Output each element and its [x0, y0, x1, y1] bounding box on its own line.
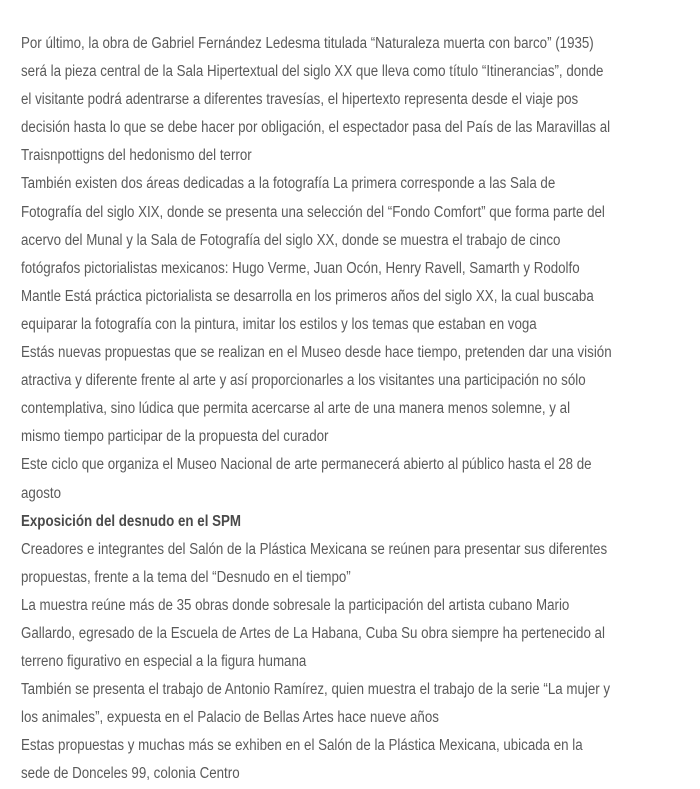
text-line: Traisnpottigns del hedonismo del terror	[21, 147, 252, 165]
article-body	[21, 30, 700, 789]
paragraph-gabriel-fernandez-ledesma	[21, 30, 700, 170]
text-line: decisión hasta lo que se debe hacer por obligación, el espectador pasa del País de las Maravillas al	[21, 119, 611, 137]
text-line: Gallardo, egresado de la Escuela de Artes de La Habana, Cuba Su obra siempre ha pertenecido al	[21, 624, 605, 642]
text-line: contemplativa, sino lúdica que permita acercarse al arte de una manera menos solemne, y al	[21, 400, 571, 418]
text-line: propuestas, frente a la tema del “Desnudo en el tiempo”	[21, 568, 351, 586]
section-heading	[21, 508, 700, 536]
text-line: Estas propuestas y muchas más se exhiben en el Salón de la Plástica Mexicana, ubicada en la	[21, 737, 583, 755]
paragraph-ciclo-munal	[21, 451, 700, 507]
text-line: sede de Donceles 99, colonia Centro	[21, 765, 240, 783]
text-line: Mantle Está práctica pictorialista se desarrolla en los primeros años del siglo XX, la cual buscaba	[21, 287, 594, 305]
text-line: También existen dos áreas dedicadas a la fotografía La primera corresponde a las Sala de	[21, 175, 556, 193]
text-line: será la pieza central de la Sala Hipertextual del siglo XX que lleva como título “Itinerancias”, donde	[21, 63, 604, 81]
text-line: Por último, la obra de Gabriel Fernández Ledesma titulada “Naturaleza muerta con barco” (1935)	[21, 35, 594, 52]
text-line: Este ciclo que organiza el Museo Nacional de arte permanecerá abierto al público hasta el 28 de	[21, 456, 592, 474]
text-line: agosto	[21, 484, 62, 502]
text-line: Creadores e integrantes del Salón de la Plástica Mexicana se reúnen para presentar sus diferentes	[21, 540, 608, 558]
text-line: mismo tiempo participar de la propuesta del curador	[21, 428, 329, 446]
text-line: Fotografía del siglo XIX, donde se presenta una selección del “Fondo Comfort” que forma parte del	[21, 203, 605, 221]
paragraph-antonio-ramirez	[21, 676, 700, 732]
text-line: atractiva y diferente frente al arte y así proporcionarles a los visitantes una participación no sólo	[21, 372, 586, 390]
paragraph-mario-gallardo	[21, 592, 700, 676]
text-line: equiparar la fotografía con la pintura, imitar los estilos y los temas que estaban en voga	[21, 315, 537, 333]
paragraph-salon-plastica	[21, 732, 700, 788]
paragraph-fotografia	[21, 170, 700, 339]
heading-text: Exposición del desnudo en el SPM	[21, 512, 241, 530]
text-line: fotógrafos pictorialistas mexicanos: Hugo Verme, Juan Ocón, Henry Ravell, Samarth y Rodolfo	[21, 259, 580, 277]
text-line: los animales”, expuesta en el Palacio de Bellas Artes hace nueve años	[21, 709, 439, 727]
text-line: el visitante podrá adentrarse a diferentes travesías, el hipertexto representa desde el viaje pos	[21, 91, 579, 109]
paragraph-creadores-spm	[21, 536, 700, 592]
text-line: terreno figurativo en especial a la figura humana	[21, 653, 307, 671]
text-line: También se presenta el trabajo de Antonio Ramírez, quien muestra el trabajo de la serie “La mujer y	[21, 681, 611, 699]
paragraph-nuevas-propuestas	[21, 339, 700, 451]
text-line: Estás nuevas propuestas que se realizan en el Museo desde hace tiempo, pretenden dar una visión	[21, 344, 612, 362]
text-line: La muestra reúne más de 35 obras donde sobresale la participación del artista cubano Mario	[21, 596, 570, 614]
text-line: acervo del Munal y la Sala de Fotografía del siglo XX, donde se muestra el trabajo de cinco	[21, 231, 561, 249]
